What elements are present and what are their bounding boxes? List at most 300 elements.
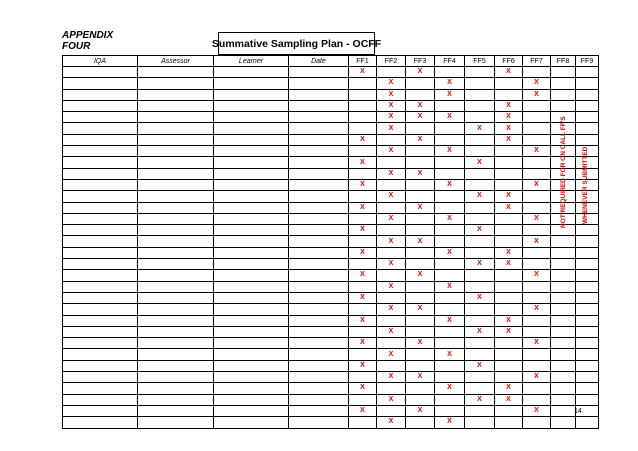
cell-assessor[interactable] xyxy=(138,292,214,303)
cell-assessor[interactable] xyxy=(138,134,214,145)
cell-iqa[interactable] xyxy=(63,383,138,394)
cell-assessor[interactable] xyxy=(138,417,214,428)
header-ff7: FF7 xyxy=(523,56,551,67)
cell-ff9 xyxy=(576,326,599,337)
cell-ff1: X xyxy=(349,338,377,349)
cell-ff5 xyxy=(465,338,495,349)
cell-ff7 xyxy=(523,100,551,111)
cell-learner[interactable] xyxy=(214,146,289,157)
table-row xyxy=(63,360,599,371)
cell-ff6 xyxy=(495,225,523,236)
cell-iqa[interactable] xyxy=(63,168,138,179)
cell-ff4 xyxy=(435,270,465,281)
cell-ff1 xyxy=(349,100,377,111)
cell-ff5 xyxy=(465,112,495,123)
cell-ff7: X xyxy=(523,213,551,224)
cell-learner[interactable] xyxy=(214,123,289,134)
cell-ff1: X xyxy=(349,225,377,236)
cell-ff2 xyxy=(377,405,406,416)
cell-ff2: X xyxy=(377,394,406,405)
cell-ff3 xyxy=(406,259,435,270)
cell-learner[interactable] xyxy=(214,112,289,123)
cell-ff4 xyxy=(435,123,465,134)
cell-ff1 xyxy=(349,394,377,405)
cell-iqa[interactable] xyxy=(63,315,138,326)
cell-ff6: X xyxy=(495,134,523,145)
cell-assessor[interactable] xyxy=(138,338,214,349)
cell-ff7 xyxy=(523,191,551,202)
table-row xyxy=(63,213,599,224)
cell-date[interactable] xyxy=(289,372,349,383)
cell-ff1 xyxy=(349,349,377,360)
cell-ff4 xyxy=(435,394,465,405)
cell-assessor[interactable] xyxy=(138,89,214,100)
cell-ff3 xyxy=(406,292,435,303)
cell-ff1 xyxy=(349,417,377,428)
cell-learner[interactable] xyxy=(214,157,289,168)
cell-ff3 xyxy=(406,360,435,371)
cell-assessor[interactable] xyxy=(138,247,214,258)
cell-ff8 xyxy=(551,304,576,315)
cell-ff1 xyxy=(349,236,377,247)
cell-iqa[interactable] xyxy=(63,78,138,89)
cell-learner[interactable] xyxy=(214,315,289,326)
cell-ff1: X xyxy=(349,292,377,303)
header-ff8: FF8 xyxy=(551,56,576,67)
cell-date[interactable] xyxy=(289,89,349,100)
cell-iqa[interactable] xyxy=(63,417,138,428)
cell-iqa[interactable] xyxy=(63,123,138,134)
cell-assessor[interactable] xyxy=(138,259,214,270)
cell-date[interactable] xyxy=(289,100,349,111)
cell-ff1: X xyxy=(349,67,377,78)
cell-iqa[interactable] xyxy=(63,394,138,405)
cell-learner[interactable] xyxy=(214,259,289,270)
cell-assessor[interactable] xyxy=(138,213,214,224)
cell-ff2: X xyxy=(377,168,406,179)
cell-ff7: X xyxy=(523,179,551,190)
cell-learner[interactable] xyxy=(214,67,289,78)
cell-iqa[interactable] xyxy=(63,213,138,224)
cell-ff8 xyxy=(551,78,576,89)
cell-assessor[interactable] xyxy=(138,326,214,337)
cell-ff1 xyxy=(349,304,377,315)
cell-ff2 xyxy=(377,315,406,326)
cell-ff5: X xyxy=(465,259,495,270)
cell-date[interactable] xyxy=(289,383,349,394)
cell-ff6: X xyxy=(495,67,523,78)
cell-ff9 xyxy=(576,360,599,371)
cell-ff4 xyxy=(435,191,465,202)
cell-ff5: X xyxy=(465,225,495,236)
cell-date[interactable] xyxy=(289,146,349,157)
cell-ff1 xyxy=(349,259,377,270)
cell-learner[interactable] xyxy=(214,100,289,111)
cell-ff7 xyxy=(523,394,551,405)
cell-ff5: X xyxy=(465,326,495,337)
cell-ff1: X xyxy=(349,179,377,190)
cell-ff9 xyxy=(576,315,599,326)
cell-learner[interactable] xyxy=(214,383,289,394)
cell-date[interactable] xyxy=(289,213,349,224)
cell-ff3 xyxy=(406,225,435,236)
cell-ff5 xyxy=(465,168,495,179)
cell-ff5 xyxy=(465,236,495,247)
cell-ff7: X xyxy=(523,89,551,100)
cell-ff8 xyxy=(551,394,576,405)
cell-assessor[interactable] xyxy=(138,349,214,360)
table-row xyxy=(63,100,599,111)
cell-iqa[interactable] xyxy=(63,326,138,337)
cell-learner[interactable] xyxy=(214,134,289,145)
cell-iqa[interactable] xyxy=(63,304,138,315)
cell-ff1: X xyxy=(349,134,377,145)
header-ff4: FF4 xyxy=(435,56,465,67)
cell-date[interactable] xyxy=(289,304,349,315)
table-row xyxy=(63,349,599,360)
cell-learner[interactable] xyxy=(214,326,289,337)
cell-ff6 xyxy=(495,360,523,371)
cell-ff6 xyxy=(495,213,523,224)
cell-ff2 xyxy=(377,292,406,303)
cell-ff7 xyxy=(523,417,551,428)
cell-assessor[interactable] xyxy=(138,304,214,315)
cell-assessor[interactable] xyxy=(138,112,214,123)
cell-iqa[interactable] xyxy=(63,259,138,270)
header-learner: Learner xyxy=(214,56,289,67)
cell-date[interactable] xyxy=(289,349,349,360)
cell-ff7: X xyxy=(523,146,551,157)
table-row xyxy=(63,225,599,236)
cell-ff1 xyxy=(349,89,377,100)
cell-ff3 xyxy=(406,146,435,157)
cell-iqa[interactable] xyxy=(63,292,138,303)
cell-ff2 xyxy=(377,247,406,258)
cell-ff2: X xyxy=(377,191,406,202)
cell-learner[interactable] xyxy=(214,360,289,371)
cell-iqa[interactable] xyxy=(63,281,138,292)
table-row xyxy=(63,326,599,337)
cell-ff3: X xyxy=(406,134,435,145)
cell-ff9 xyxy=(576,372,599,383)
cell-ff2 xyxy=(377,134,406,145)
cell-ff6: X xyxy=(495,383,523,394)
cell-iqa[interactable] xyxy=(63,146,138,157)
cell-date[interactable] xyxy=(289,112,349,123)
cell-ff9 xyxy=(576,236,599,247)
header-row xyxy=(63,56,599,67)
cell-assessor[interactable] xyxy=(138,202,214,213)
cell-date[interactable] xyxy=(289,292,349,303)
cell-ff9 xyxy=(576,292,599,303)
cell-ff9 xyxy=(576,394,599,405)
cell-learner[interactable] xyxy=(214,225,289,236)
cell-ff4 xyxy=(435,259,465,270)
cell-iqa[interactable] xyxy=(63,100,138,111)
appendix-line-1: APPENDIX xyxy=(62,30,114,41)
cell-date[interactable] xyxy=(289,394,349,405)
cell-ff5 xyxy=(465,67,495,78)
cell-learner[interactable] xyxy=(214,292,289,303)
cell-ff4: X xyxy=(435,247,465,258)
cell-assessor[interactable] xyxy=(138,146,214,157)
cell-ff6 xyxy=(495,157,523,168)
cell-ff1 xyxy=(349,168,377,179)
cell-ff8 xyxy=(551,236,576,247)
cell-ff2 xyxy=(377,202,406,213)
cell-iqa[interactable] xyxy=(63,372,138,383)
cell-assessor[interactable] xyxy=(138,157,214,168)
cell-assessor[interactable] xyxy=(138,315,214,326)
cell-ff4 xyxy=(435,67,465,78)
cell-ff4 xyxy=(435,202,465,213)
cell-iqa[interactable] xyxy=(63,338,138,349)
cell-ff4 xyxy=(435,157,465,168)
cell-date[interactable] xyxy=(289,270,349,281)
cell-ff7: X xyxy=(523,304,551,315)
cell-date[interactable] xyxy=(289,179,349,190)
cell-ff6 xyxy=(495,417,523,428)
cell-assessor[interactable] xyxy=(138,191,214,202)
cell-date[interactable] xyxy=(289,168,349,179)
cell-date[interactable] xyxy=(289,202,349,213)
cell-ff5 xyxy=(465,146,495,157)
cell-date[interactable] xyxy=(289,191,349,202)
cell-ff2: X xyxy=(377,146,406,157)
cell-assessor[interactable] xyxy=(138,168,214,179)
cell-learner[interactable] xyxy=(214,179,289,190)
cell-assessor[interactable] xyxy=(138,360,214,371)
cell-iqa[interactable] xyxy=(63,236,138,247)
cell-date[interactable] xyxy=(289,259,349,270)
cell-iqa[interactable] xyxy=(63,134,138,145)
cell-assessor[interactable] xyxy=(138,372,214,383)
cell-date[interactable] xyxy=(289,338,349,349)
cell-ff1: X xyxy=(349,315,377,326)
cell-ff6 xyxy=(495,270,523,281)
cell-assessor[interactable] xyxy=(138,270,214,281)
cell-ff5 xyxy=(465,247,495,258)
cell-iqa[interactable] xyxy=(63,157,138,168)
cell-iqa[interactable] xyxy=(63,112,138,123)
cell-ff4: X xyxy=(435,417,465,428)
cell-date[interactable] xyxy=(289,326,349,337)
cell-learner[interactable] xyxy=(214,89,289,100)
cell-date[interactable] xyxy=(289,157,349,168)
cell-iqa[interactable] xyxy=(63,270,138,281)
table-row xyxy=(63,123,599,134)
cell-ff6 xyxy=(495,78,523,89)
cell-assessor[interactable] xyxy=(138,78,214,89)
cell-date[interactable] xyxy=(289,247,349,258)
cell-learner[interactable] xyxy=(214,270,289,281)
cell-assessor[interactable] xyxy=(138,225,214,236)
cell-ff2: X xyxy=(377,123,406,134)
cell-ff3: X xyxy=(406,236,435,247)
cell-ff9 xyxy=(576,281,599,292)
cell-ff4: X xyxy=(435,89,465,100)
table-row xyxy=(63,236,599,247)
cell-ff4: X xyxy=(435,315,465,326)
cell-date[interactable] xyxy=(289,78,349,89)
cell-iqa[interactable] xyxy=(63,405,138,416)
cell-ff2: X xyxy=(377,281,406,292)
cell-ff4 xyxy=(435,360,465,371)
cell-iqa[interactable] xyxy=(63,89,138,100)
cell-ff7: X xyxy=(523,270,551,281)
cell-learner[interactable] xyxy=(214,236,289,247)
cell-ff7 xyxy=(523,315,551,326)
header-ff2: FF2 xyxy=(377,56,406,67)
cell-ff2: X xyxy=(377,372,406,383)
cell-ff5 xyxy=(465,372,495,383)
cell-learner[interactable] xyxy=(214,213,289,224)
table-row xyxy=(63,89,599,100)
cell-ff6 xyxy=(495,405,523,416)
cell-ff3 xyxy=(406,123,435,134)
cell-ff9 xyxy=(576,225,599,236)
cell-date[interactable] xyxy=(289,360,349,371)
cell-learner[interactable] xyxy=(214,417,289,428)
cell-ff2 xyxy=(377,179,406,190)
cell-ff4 xyxy=(435,304,465,315)
page-number: 14 xyxy=(574,408,582,415)
cell-ff2: X xyxy=(377,100,406,111)
cell-learner[interactable] xyxy=(214,405,289,416)
cell-assessor[interactable] xyxy=(138,100,214,111)
cell-ff3 xyxy=(406,394,435,405)
cell-ff3 xyxy=(406,281,435,292)
cell-learner[interactable] xyxy=(214,247,289,258)
cell-ff9 xyxy=(576,270,599,281)
cell-assessor[interactable] xyxy=(138,236,214,247)
cell-iqa[interactable] xyxy=(63,179,138,190)
cell-ff7 xyxy=(523,157,551,168)
cell-learner[interactable] xyxy=(214,372,289,383)
cell-ff1 xyxy=(349,146,377,157)
table-row xyxy=(63,179,599,190)
table-row xyxy=(63,191,599,202)
cell-ff1 xyxy=(349,213,377,224)
cell-ff4: X xyxy=(435,383,465,394)
cell-ff8 xyxy=(551,383,576,394)
cell-assessor[interactable] xyxy=(138,123,214,134)
cell-ff3: X xyxy=(406,270,435,281)
cell-ff6: X xyxy=(495,259,523,270)
cell-ff5: X xyxy=(465,360,495,371)
cell-date[interactable] xyxy=(289,417,349,428)
cell-date[interactable] xyxy=(289,281,349,292)
cell-learner[interactable] xyxy=(214,168,289,179)
cell-learner[interactable] xyxy=(214,281,289,292)
cell-iqa[interactable] xyxy=(63,225,138,236)
cell-ff9 xyxy=(576,247,599,258)
appendix-label xyxy=(62,30,113,52)
cell-learner[interactable] xyxy=(214,78,289,89)
cell-date[interactable] xyxy=(289,67,349,78)
cell-ff3 xyxy=(406,247,435,258)
cell-ff7: X xyxy=(523,236,551,247)
cell-ff7 xyxy=(523,168,551,179)
cell-ff7 xyxy=(523,349,551,360)
cell-assessor[interactable] xyxy=(138,394,214,405)
cell-ff1: X xyxy=(349,270,377,281)
cell-date[interactable] xyxy=(289,123,349,134)
cell-date[interactable] xyxy=(289,405,349,416)
table-row xyxy=(63,383,599,394)
cell-learner[interactable] xyxy=(214,191,289,202)
cell-ff7 xyxy=(523,292,551,303)
cell-assessor[interactable] xyxy=(138,405,214,416)
cell-ff3: X xyxy=(406,338,435,349)
cell-date[interactable] xyxy=(289,236,349,247)
cell-date[interactable] xyxy=(289,134,349,145)
cell-ff3 xyxy=(406,213,435,224)
cell-ff5: X xyxy=(465,191,495,202)
cell-assessor[interactable] xyxy=(138,383,214,394)
cell-iqa[interactable] xyxy=(63,349,138,360)
cell-iqa[interactable] xyxy=(63,202,138,213)
cell-learner[interactable] xyxy=(214,304,289,315)
cell-assessor[interactable] xyxy=(138,179,214,190)
cell-learner[interactable] xyxy=(214,202,289,213)
table-row xyxy=(63,315,599,326)
table-row xyxy=(63,247,599,258)
cell-ff5 xyxy=(465,304,495,315)
cell-date[interactable] xyxy=(289,225,349,236)
cell-ff3: X xyxy=(406,372,435,383)
table-row xyxy=(63,134,599,145)
document-title: Summative Sampling Plan - OCFF xyxy=(218,32,375,55)
table-row xyxy=(63,405,599,416)
cell-ff3: X xyxy=(406,100,435,111)
cell-learner[interactable] xyxy=(214,349,289,360)
cell-assessor[interactable] xyxy=(138,67,214,78)
header-iqa: IQA xyxy=(63,56,138,67)
cell-ff3 xyxy=(406,191,435,202)
cell-ff8 xyxy=(551,360,576,371)
cell-learner[interactable] xyxy=(214,394,289,405)
cell-ff3 xyxy=(406,315,435,326)
cell-date[interactable] xyxy=(289,315,349,326)
table-row xyxy=(63,168,599,179)
cell-ff6 xyxy=(495,304,523,315)
cell-ff2: X xyxy=(377,78,406,89)
sampling-plan-table xyxy=(62,55,599,429)
cell-ff4 xyxy=(435,338,465,349)
cell-assessor[interactable] xyxy=(138,281,214,292)
cell-learner[interactable] xyxy=(214,338,289,349)
cell-ff2: X xyxy=(377,417,406,428)
cell-ff3: X xyxy=(406,202,435,213)
cell-ff7 xyxy=(523,67,551,78)
cell-iqa[interactable] xyxy=(63,360,138,371)
cell-iqa[interactable] xyxy=(63,191,138,202)
cell-ff7 xyxy=(523,134,551,145)
table-row xyxy=(63,417,599,428)
table-row xyxy=(63,270,599,281)
cell-ff2 xyxy=(377,338,406,349)
cell-ff9 xyxy=(576,112,599,123)
cell-ff4 xyxy=(435,168,465,179)
cell-ff4 xyxy=(435,372,465,383)
header-ff1: FF1 xyxy=(349,56,377,67)
cell-iqa[interactable] xyxy=(63,247,138,258)
cell-iqa[interactable] xyxy=(63,67,138,78)
cell-ff5 xyxy=(465,349,495,360)
cell-ff3 xyxy=(406,417,435,428)
cell-ff1: X xyxy=(349,405,377,416)
